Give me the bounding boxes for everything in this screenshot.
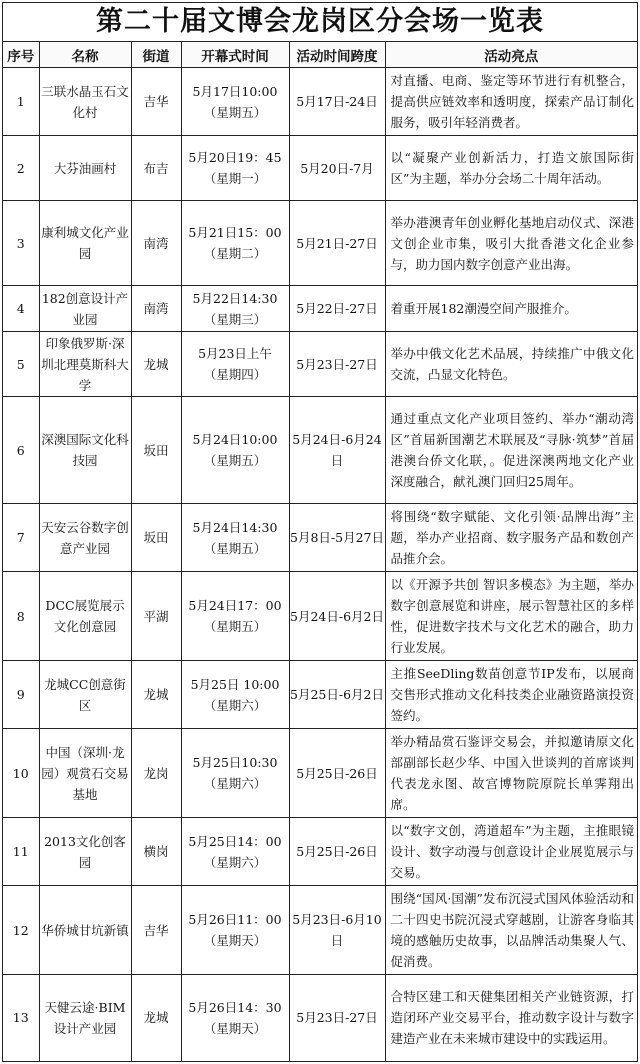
activity-span: 5月23日-6月10日 — [289, 886, 385, 975]
opening-weekday: （星期天） — [203, 933, 267, 948]
header-open-time: 开幕式时间 — [181, 42, 289, 68]
header-row — [3, 42, 637, 68]
row-number: 9 — [3, 661, 39, 729]
opening-time — [181, 818, 289, 886]
header-highlight: 活动亮点 — [385, 42, 637, 68]
street-name: 龙城 — [131, 332, 181, 397]
opening-date: 5月17日10:00 — [192, 83, 278, 99]
opening-date: 5月25日 10:00 — [190, 676, 280, 692]
street-name: 龙城 — [131, 661, 181, 729]
venue-name: 三联水晶玉石文化村 — [39, 68, 131, 136]
row-number: 2 — [3, 136, 39, 201]
opening-weekday: （星期五） — [203, 453, 267, 468]
opening-weekday: （星期二） — [203, 246, 267, 261]
street-name: 南湾 — [131, 201, 181, 286]
venue-name: 182创意设计产业园 — [39, 286, 131, 332]
opening-date: 5月25日14：00 — [188, 833, 282, 849]
table-row — [3, 975, 637, 1061]
venue-name: 深澳国际文化科技园 — [39, 397, 131, 504]
venue-name: 大芬油画村 — [39, 136, 131, 201]
venue-name: 中国（深圳·龙园）观赏石交易基地 — [39, 729, 131, 818]
activity-span: 5月23日-27日 — [289, 975, 385, 1061]
activity-span: 5月25日-26日 — [289, 818, 385, 886]
header-street: 街道 — [131, 42, 181, 68]
venue-name: 2013文化创客园 — [39, 818, 131, 886]
opening-weekday: （星期五） — [203, 540, 267, 556]
opening-time — [181, 572, 289, 661]
activity-highlight: 举办中俄文化艺术品展，持续推广中俄文化交流，凸显文化特色。 — [385, 332, 637, 397]
venue-name: 龙城CC创意街区 — [39, 661, 131, 729]
row-number: 3 — [3, 201, 39, 286]
row-number: 5 — [3, 332, 39, 397]
activity-span: 5月20日-7月 — [289, 136, 385, 201]
opening-weekday: （星期四） — [203, 367, 267, 382]
venue-name: 华侨城甘坑新镇 — [39, 886, 131, 975]
street-name: 龙城 — [131, 975, 181, 1061]
table-row — [3, 818, 637, 886]
table-row — [3, 729, 637, 818]
row-number: 11 — [3, 818, 39, 886]
table-row — [3, 201, 637, 286]
table-row — [3, 572, 637, 661]
venue-name: DCC展览展示文化创意园 — [39, 572, 131, 661]
opening-date: 5月22日14:30 — [192, 290, 278, 306]
opening-weekday: （星期六） — [203, 697, 267, 713]
activity-highlight: 举办港澳青年创业孵化基地启动仪式、深港文创企业市集，吸引大批香港文化企业参与，助力国内数字创意产业出海。 — [385, 201, 637, 286]
row-number: 10 — [3, 729, 39, 818]
street-name: 南湾 — [131, 286, 181, 332]
activity-highlight: 主推SeeDling数苗创意节IP发布，以展商交售形式推动文化科技类企业融资路演投资签约。 — [385, 661, 637, 729]
activity-highlight: 通过重点文化产业项目签约、举办“潮动湾区”首届新国潮艺术联展及“寻脉·筑梦”首届港澳台侨文化联，。促进深澳两地文化产业深度融合，献礼澳门回归25周年。 — [385, 397, 637, 504]
table-body — [3, 68, 637, 1061]
venue-name: 印象俄罗斯·深圳北理莫斯科大学 — [39, 332, 131, 397]
page-title: 第二十届文博会龙岗区分会场一览表 — [3, 3, 637, 42]
row-number: 6 — [3, 397, 39, 504]
activity-highlight: 对直播、电商、鉴定等环节进行有机整合，提高供应链效率和透明度，探索产品订制化服务，吸引年轻消费者。 — [385, 68, 637, 136]
row-number: 13 — [3, 975, 39, 1061]
header-span: 活动时间跨度 — [289, 42, 385, 68]
row-number: 12 — [3, 886, 39, 975]
opening-weekday: （星期天） — [203, 1020, 267, 1036]
opening-date: 5月21日15：00 — [188, 225, 282, 240]
street-name: 平湖 — [131, 572, 181, 661]
activity-span: 5月24日-6月2日 — [289, 572, 385, 661]
opening-weekday: （星期六） — [203, 854, 267, 870]
activity-highlight: 举办精品赏石鉴评交易会，并拟邀请原文化部副部长赵少华、中国入世谈判的首席谈判代表龙永图、故宫博物院原院长单霁翔出席。 — [385, 729, 637, 818]
street-name: 吉华 — [131, 68, 181, 136]
activity-span: 5月8日-5月27日 — [289, 504, 385, 572]
opening-date: 5月26日11：00 — [188, 912, 282, 927]
opening-date: 5月23日上午 — [198, 346, 272, 361]
row-number: 7 — [3, 504, 39, 572]
opening-time — [181, 286, 289, 332]
opening-time — [181, 729, 289, 818]
street-name: 坂田 — [131, 504, 181, 572]
venue-name: 天安云谷数字创意产业园 — [39, 504, 131, 572]
opening-time — [181, 136, 289, 201]
opening-time — [181, 68, 289, 136]
street-name: 布吉 — [131, 136, 181, 201]
street-name: 横岗 — [131, 818, 181, 886]
table-row — [3, 886, 637, 975]
opening-date: 5月25日10:30 — [192, 755, 278, 770]
activity-highlight: 围绕“国风·国潮”发布沉浸式国风体验活动和二十四史书院沉浸式穿越剧，让游客身临其境的感触历史故事，以品牌活动集聚人气、促消费。 — [385, 886, 637, 975]
table-row — [3, 661, 637, 729]
opening-time — [181, 332, 289, 397]
activity-highlight: 将围绕“数字赋能、文化引领·品牌出海”主题，举办产业招商、数字服务产品和数创产品推介会。 — [385, 504, 637, 572]
activity-span: 5月17日-24日 — [289, 68, 385, 136]
table-row — [3, 68, 637, 136]
venue-name: 康利城文化产业园 — [39, 201, 131, 286]
activity-span: 5月21日-27日 — [289, 201, 385, 286]
table-row — [3, 332, 637, 397]
opening-weekday: （星期一） — [203, 171, 267, 186]
opening-date: 5月26日14：30 — [188, 999, 282, 1015]
opening-time — [181, 397, 289, 504]
schedule-table — [3, 42, 637, 1061]
opening-date: 5月24日17：00 — [188, 598, 282, 613]
activity-highlight: 以《开源予共创 智识多模态》为主题，举办数字创意展览和讲座，展示智慧社区的多样性，促进数字技术与文化艺术的融合，助力行业发展。 — [385, 572, 637, 661]
row-number: 8 — [3, 572, 39, 661]
activity-highlight: 合特区建工和天健集团相关产业链资源，打造闭环产业交易平台，推动数字设计与数字建造产业在未来城市建设中的实践运用。 — [385, 975, 637, 1061]
schedule-sheet — [2, 2, 638, 1062]
activity-highlight: 以“数字文创，湾道超车”为主题，主推眼镜设计、数字动漫与创意设计企业展览展示与交易。 — [385, 818, 637, 886]
table-row — [3, 397, 637, 504]
opening-time — [181, 886, 289, 975]
activity-span: 5月24日-6月24日 — [289, 397, 385, 504]
activity-span: 5月22日-27日 — [289, 286, 385, 332]
opening-weekday: （星期三） — [203, 311, 267, 327]
opening-time — [181, 975, 289, 1061]
activity-highlight: 着重开展182潮漫空间产服推介。 — [385, 286, 637, 332]
activity-span: 5月25日-6月2日 — [289, 661, 385, 729]
header-name: 名称 — [39, 42, 131, 68]
activity-span: 5月25日-26日 — [289, 729, 385, 818]
opening-date: 5月20日19：45 — [188, 150, 282, 165]
row-number: 4 — [3, 286, 39, 332]
street-name: 吉华 — [131, 886, 181, 975]
opening-time — [181, 504, 289, 572]
venue-name: 天健云途·BIM设计产业园 — [39, 975, 131, 1061]
opening-weekday: （星期六） — [203, 776, 267, 791]
activity-span: 5月23日-27日 — [289, 332, 385, 397]
opening-weekday: （星期五） — [203, 104, 267, 120]
street-name: 龙岗 — [131, 729, 181, 818]
opening-time — [181, 661, 289, 729]
opening-date: 5月24日14:30 — [192, 519, 278, 535]
activity-highlight: 以“凝聚产业创新活力，打造文旅国际街区”为主题，举办分会场二十周年活动。 — [385, 136, 637, 201]
street-name: 坂田 — [131, 397, 181, 504]
opening-weekday: （星期五） — [203, 619, 267, 634]
table-row — [3, 136, 637, 201]
opening-time — [181, 201, 289, 286]
table-row — [3, 504, 637, 572]
table-row — [3, 286, 637, 332]
row-number: 1 — [3, 68, 39, 136]
opening-date: 5月24日10:00 — [192, 432, 278, 447]
header-no: 序号 — [3, 42, 39, 68]
